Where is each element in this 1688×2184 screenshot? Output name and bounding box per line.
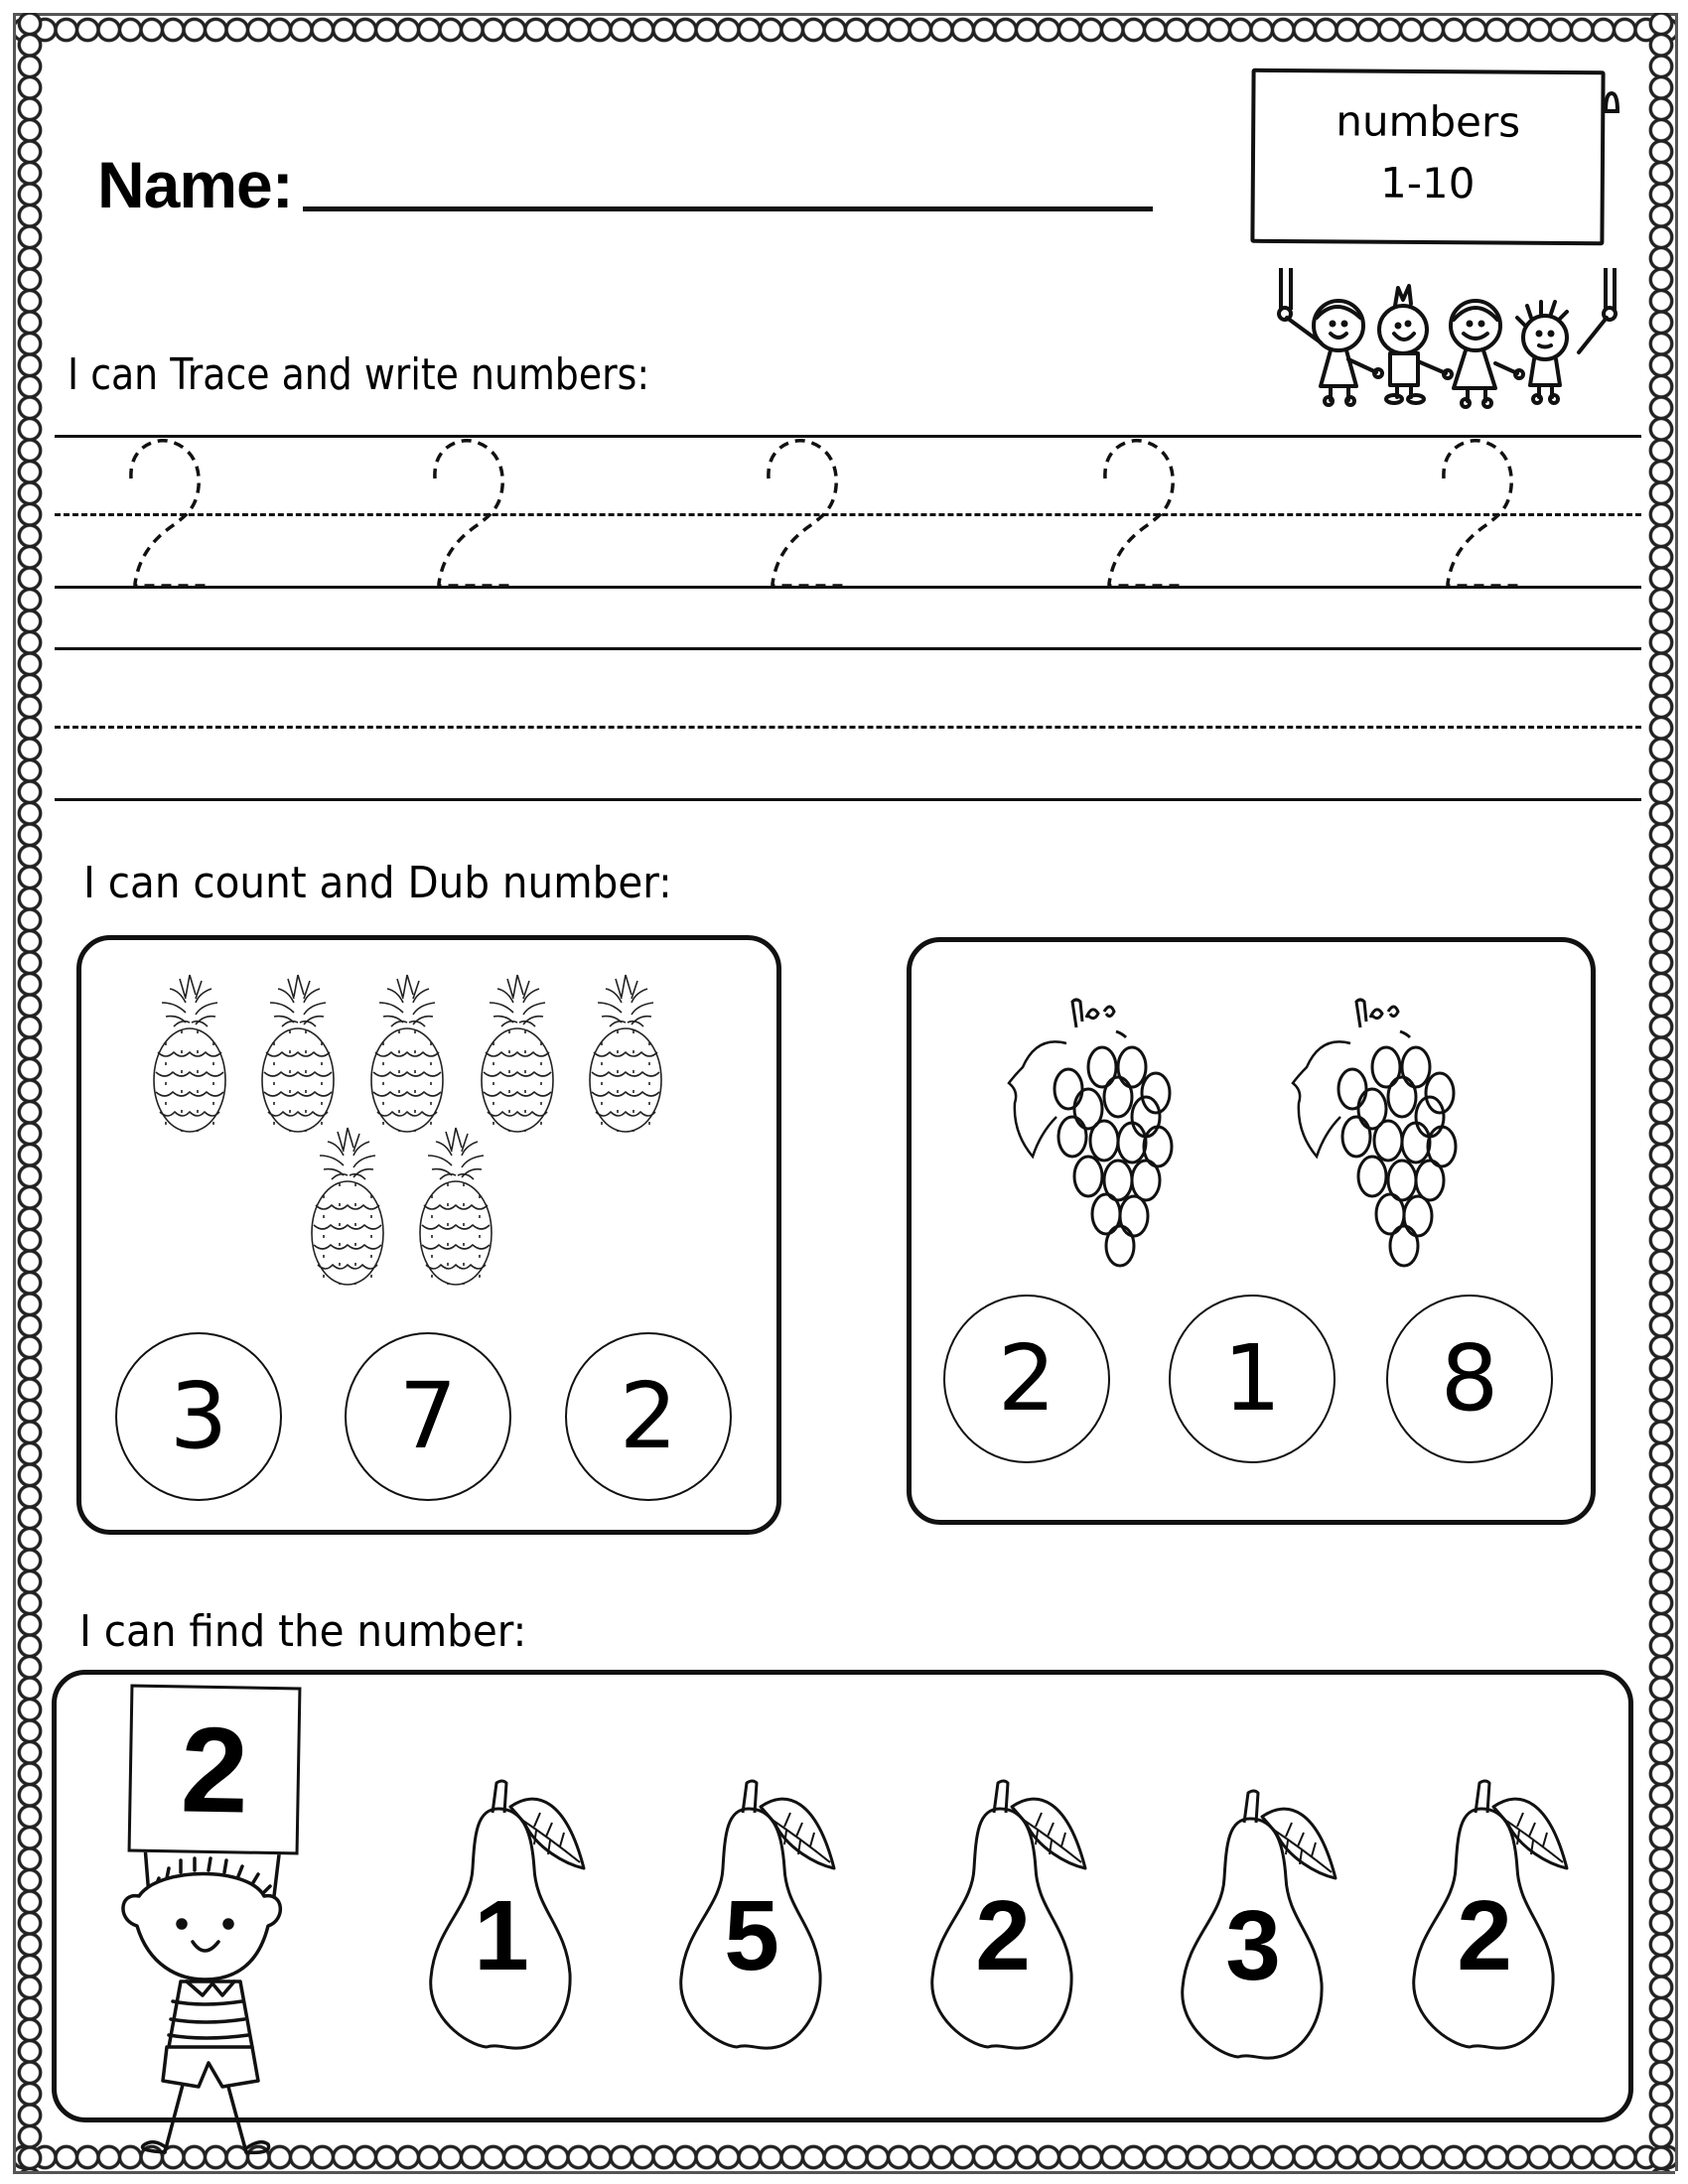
answer-choice-circle[interactable]: 2 [943,1295,1110,1463]
boy-holding-sign-icon [109,1837,308,2124]
page-border-left [13,13,44,2171]
trace-digit-2-icon[interactable] [431,437,520,591]
pineapple-icon [369,973,449,1137]
pear-number: 5 [724,1880,779,1991]
target-number-card: 2 [128,1685,302,1855]
pear-number: 1 [474,1880,529,1991]
title-banner-group [1251,69,1648,407]
answer-choice-circle[interactable]: 1 [1169,1295,1336,1463]
answer-choice-circle[interactable]: 2 [565,1332,732,1501]
trace-section-title: I can Trace and write numbers: [68,349,650,400]
pear-choice[interactable] [928,1769,1127,2037]
pear-choice[interactable] [427,1769,626,2037]
pear-number: 2 [975,1880,1031,1991]
pineapple-icon [310,1126,389,1290]
kids-holding-banner-icon [1251,69,1648,407]
find-section-title: I can find the number: [79,1606,527,1657]
trace-digit-2-icon[interactable] [765,437,854,591]
answer-choice-circle[interactable]: 3 [115,1332,282,1501]
pear-number: 2 [1457,1880,1512,1991]
name-write-line[interactable] [303,206,1153,211]
pineapple-icon [588,973,667,1137]
pineapple-icon [260,973,340,1137]
pineapple-icon [480,973,559,1137]
write-base-line[interactable] [55,798,1641,801]
page-border-right [1647,13,1678,2171]
trace-digit-2-icon[interactable] [1101,437,1191,591]
page-border-bottom [13,2143,1675,2174]
write-mid-dashed-line [55,726,1641,729]
pear-choice[interactable] [1410,1769,1609,2037]
trace-digit-2-icon[interactable] [1440,437,1529,591]
trace-digit-2-icon[interactable] [127,437,216,591]
answer-choice-circle[interactable]: 7 [345,1332,511,1501]
grapes-icon [1007,998,1176,1271]
pear-choice[interactable] [677,1769,876,2037]
banner-line-2: 1-10 [1379,158,1476,208]
pineapple-icon [418,1126,497,1290]
grapes-icon [1291,998,1460,1271]
pineapple-icon [152,973,231,1137]
page-border-top [13,13,1675,44]
name-label: Name: [97,148,293,221]
count-section-title: I can count and Dub number: [83,858,672,908]
write-top-line[interactable] [55,647,1641,650]
banner-line-1: numbers [1336,96,1521,147]
pear-number: 3 [1225,1890,1281,2001]
answer-choice-circle[interactable]: 8 [1386,1295,1553,1463]
pear-choice[interactable] [1179,1779,1377,2047]
